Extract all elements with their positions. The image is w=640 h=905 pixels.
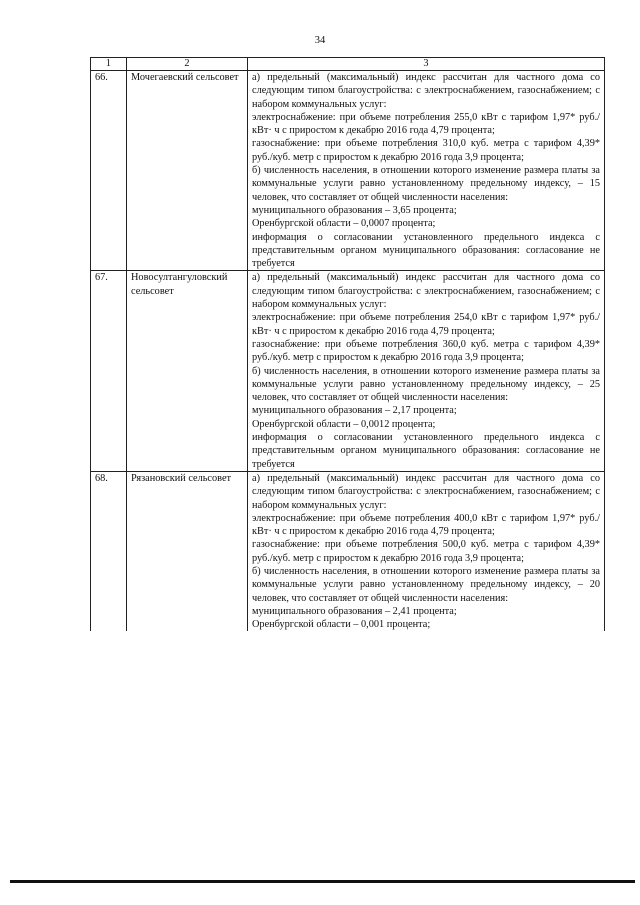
- index-description: [248, 471, 605, 631]
- paragraph: электроснабжение: при объеме потребления 254,0 кВт с тарифом 1,97* руб./кВт· ч с приростом к декабрю 2016 года 4,79 процента;: [252, 312, 600, 337]
- document-table: [90, 57, 605, 631]
- paragraph: а) предельный (максимальный) индекс рассчитан для частного дома со следующим типом благоустройства: с электроснабжением, газоснабжением; с набором коммунальных услуг:: [252, 472, 600, 511]
- paragraph: б) численность населения, в отношении которого изменение размера платы за коммунальные услуги равно установленному предельному индексу, – 25 человек, что составляет от общей численности населения:: [252, 365, 600, 404]
- settlement-name: Мочегаевский сельсовет: [127, 71, 248, 271]
- settlement-name: Рязановский сельсовет: [127, 471, 248, 631]
- paragraph: Оренбургской области – 0,001 процента;: [252, 619, 431, 631]
- paragraph: а) предельный (максимальный) индекс рассчитан для частного дома со следующим типом благоустройства: с электроснабжением, газоснабжением; с набором коммунальных услуг:: [252, 272, 600, 311]
- paragraph: информация о согласовании установленного предельного индекса с представительным органом муниципального образования: согласование не требуется: [252, 432, 600, 470]
- paragraph: информация о согласовании установленного предельного индекса с представительным органом муниципального образования: согласование не требуется: [252, 231, 600, 270]
- paragraph: электроснабжение: при объеме потребления 400,0 кВт с тарифом 1,97* руб./кВт· ч с приростом к декабрю 2016 года 4,79 процента;: [252, 512, 600, 538]
- table-row: [91, 71, 605, 271]
- paragraph: газоснабжение: при объеме потребления 360,0 куб. метра с тарифом 4,39* руб./куб. метр с приростом к декабрю 2016 года 3,9 процента;: [252, 338, 600, 364]
- table-row: [91, 271, 605, 471]
- paragraph: муниципального образования – 2,17 процента;: [252, 405, 457, 417]
- table-row: [91, 471, 605, 631]
- paragraph: б) численность населения, в отношении которого изменение размера платы за коммунальные услуги равно установленному предельному индексу, – 20 человек, что составляет от общей численности населения:: [252, 565, 600, 604]
- settlement-name: Новосултангуловский сельсовет: [127, 271, 248, 471]
- paragraph: муниципального образования – 3,65 процента;: [252, 204, 457, 216]
- paragraph: газоснабжение: при объеме потребления 310,0 куб. метра с тарифом 4,39* руб./куб. метр с приростом к декабрю 2016 года 3,9 процента;: [252, 138, 600, 163]
- row-number: 67.: [91, 271, 127, 471]
- row-number: 68.: [91, 471, 127, 631]
- paragraph: б) численность населения, в отношении которого изменение размера платы за коммунальные услуги равно установленному предельному индексу, – 15 человек, что составляет от общей численности населения:: [252, 165, 600, 203]
- table-header-row: [91, 58, 605, 71]
- index-description: [248, 271, 605, 471]
- paragraph: Оренбургской области – 0,0012 процента;: [252, 418, 436, 430]
- paragraph: муниципального образования – 2,41 процента;: [252, 605, 457, 617]
- paragraph: газоснабжение: при объеме потребления 500,0 куб. метра с тарифом 4,39* руб./куб. метр с приростом к декабрю 2016 года 3,9 процента;: [252, 539, 600, 564]
- paragraph: электроснабжение: при объеме потребления 255,0 кВт с тарифом 1,97* руб./кВт· ч с приростом к декабрю 2016 года 4,79 процента;: [252, 111, 600, 137]
- header-col-3: 3: [248, 58, 605, 71]
- header-col-2: 2: [127, 58, 248, 71]
- footer-rule: [10, 880, 635, 883]
- page-number: 34: [314, 35, 326, 46]
- paragraph: а) предельный (максимальный) индекс рассчитан для частного дома со следующим типом благоустройства: с электроснабжением, газоснабжением; с набором коммунальных услуг:: [252, 72, 600, 110]
- index-description: [248, 71, 605, 271]
- paragraph: Оренбургской области – 0,0007 процента;: [252, 218, 436, 230]
- row-number: 66.: [91, 71, 127, 271]
- header-col-1: 1: [91, 58, 127, 71]
